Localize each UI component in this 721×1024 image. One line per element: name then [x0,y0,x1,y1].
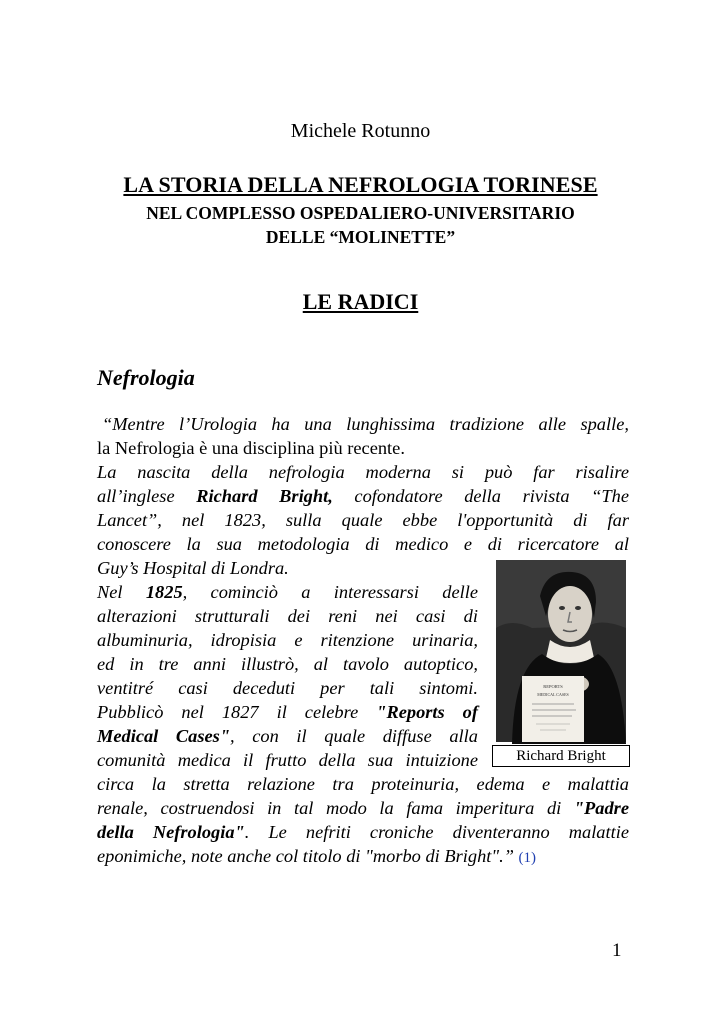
text-line: alterazioni strutturali dei reni nei casi di [97,606,478,626]
text-line: Lancet”, nel 1823, sulla quale ebbe l'opportunità di far [97,510,629,530]
text-line: eponimiche, note anche col titolo di "morbo di Bright".” (1) [97,846,537,866]
text-line: ed in tre anni illustrò, al tavolo autoptico, [97,654,478,674]
text-line: circa la stretta relazione tra proteinuria, edema e malattia [97,774,629,794]
text-line: Guy’s Hospital di Londra. [97,558,289,578]
text-line: renale, costruendosi in tal modo la fama imperitura di "Padre [97,798,629,818]
section-title: LE RADICI [302,289,419,314]
subtitle-line-1: NEL COMPLESSO OSPEDALIERO-UNIVERSITARIO [146,203,575,223]
text-line: La nascita della nefrologia moderna si può far risalire [97,462,629,482]
author-name: Michele Rotunno [290,120,431,142]
text-line: conoscere la sua metodologia di medico e di ricercatore al [97,534,629,554]
text-line: “Mentre l’Urologia ha una lunghissima tradizione alle spalle, [102,414,629,434]
subtitle-line-2: DELLE “MOLINETTE” [265,227,456,247]
document-title: LA STORIA DELLA NEFROLOGIA TORINESE [123,172,598,197]
text-line: comunità medica il frutto della sua intuizione [97,750,478,770]
richard-bright-portrait [492,558,630,744]
figure-caption: Richard Bright [492,745,630,767]
section-heading: Nefrologia [97,365,195,390]
text-line: della Nefrologia". Le nefriti croniche diventeranno malattie [97,822,629,842]
text-line: Medical Cases", con il quale diffuse alla [97,726,478,746]
text-line: Nel 1825, cominciò a interessarsi delle [97,582,478,602]
text-line: la Nefrologia è una disciplina più recente. [97,438,405,458]
text-line: ventitré casi deceduti per tali sintomi. [97,678,478,698]
text-line: albuminuria, idropisia e ritenzione urinaria, [97,630,478,650]
book-subtitle: MEDICAL CASES [537,692,569,697]
portrait-figure [492,558,630,768]
text-line: all’inglese Richard Bright, cofondatore della rivista “The [97,486,629,506]
page-number: 1 [612,940,622,961]
book-title: REPORTS [543,684,563,689]
text-line: Pubblicò nel 1827 il celebre "Reports of [97,702,478,722]
reference-link[interactable]: (1) [518,850,537,866]
richard-bright-name: Richard Bright, [196,486,333,506]
